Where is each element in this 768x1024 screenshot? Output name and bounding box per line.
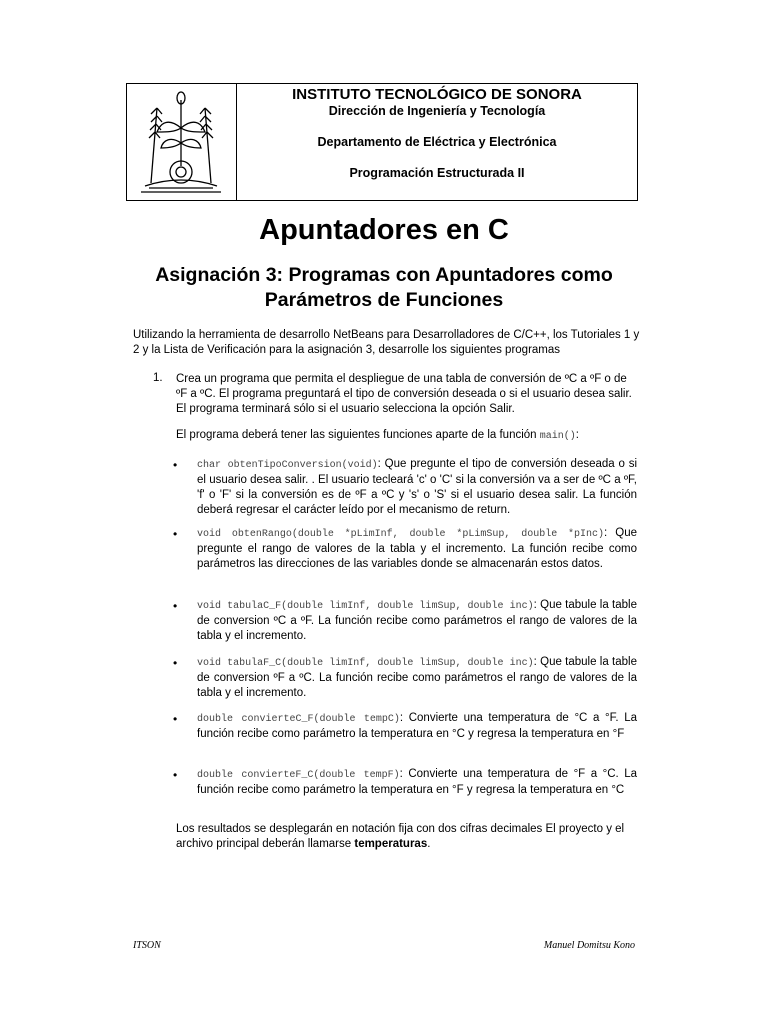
function-item	[197, 767, 637, 798]
function-item	[197, 457, 637, 518]
function-signature: void tabulaC_F(double limInf, double limSup, double inc)	[197, 601, 534, 612]
functions-intro-end: :	[575, 429, 579, 441]
functions-intro	[176, 428, 638, 444]
function-description: : Que tabule la table de conversion ºF a ºC. La función recibe como parámetros el rango de valores de la tabla y el incremento.	[197, 656, 637, 699]
main-code: main()	[539, 431, 576, 442]
function-description: : Convierte una temperatura de °C a °F. La función recibe como parámetro la temperatura en °C y regresa la temperatura en °F	[197, 712, 637, 740]
page-title: Apuntadores en C	[259, 214, 509, 246]
department-name: Departamento de Eléctrica y Electrónica	[317, 135, 557, 149]
function-item	[197, 526, 637, 572]
functions-intro-text: El programa deberá tener las siguientes funciones aparte de la función	[176, 429, 537, 441]
conclusion-end: .	[427, 838, 431, 850]
bullet: •	[173, 712, 178, 726]
function-description: : Convierte una temperatura de °F a °C. La función recibe como parámetro la temperatura en °F y regresa la temperatura en °C	[197, 768, 637, 796]
footer-left: ITSON	[133, 940, 161, 951]
conclusion-text: Los resultados se desplegarán en notación fija con dos cifras decimales El proyecto y el archivo principal deberán llamarse	[176, 823, 625, 850]
bullet: •	[173, 599, 178, 613]
function-description: : Que pregunte el rango de valores de la tabla y el incremento. La función recibe como parámetros las direcciones de las variables donde se almacenarán estos datos.	[197, 527, 637, 570]
item-1-text: Crea un programa que permita el despliegue de una tabla de conversión de ºC a ºF o de ºF a ºC. El programa preguntará el tipo de conversión deseada o si el usuario desea salir. El programa terminará sólo si el usuario selecciona la opción Salir.	[176, 373, 632, 415]
course-name: Programación Estructurada II	[349, 166, 525, 180]
project-name: temperaturas	[354, 838, 428, 850]
bullet: •	[173, 768, 178, 782]
function-signature: void obtenRango(double *pLimInf, double *pLimSup, double *pInc)	[197, 529, 605, 540]
header-box	[126, 83, 638, 201]
function-description: : Que tabule la table de conversion ºC a ºF. La función recibe como parámetros el rango de valores de la tabla y el incremento.	[197, 599, 637, 642]
bullet: •	[173, 458, 178, 472]
direction-name: Dirección de Ingeniería y Tecnología	[328, 104, 546, 118]
function-item	[197, 711, 637, 742]
conclusion-paragraph	[176, 822, 638, 852]
bullet: •	[173, 527, 178, 541]
logo	[127, 84, 237, 200]
function-signature: char obtenTipoConversion(void)	[197, 460, 378, 471]
assignment-subtitle: Asignación 3: Programas con Apuntadores como Parámetros de Funciones	[155, 264, 613, 311]
itson-emblem-icon	[131, 88, 231, 196]
institution-name: INSTITUTO TECNOLÓGICO DE SONORA	[292, 86, 582, 103]
function-signature: void tabulaF_C(double limInf, double limSup, double inc)	[197, 658, 534, 669]
item-number: 1.	[153, 372, 163, 384]
intro-paragraph: Utilizando la herramienta de desarrollo NetBeans para Desarrolladores de C/C++, los Tutoriales 1 y 2 y la Lista de Verificación para la asignación 3, desarrolle los siguientes programas	[133, 329, 640, 356]
header-text	[237, 84, 637, 180]
bullet: •	[173, 656, 178, 670]
function-signature: double convierteC_F(double tempC)	[197, 714, 400, 725]
function-signature: double convierteF_C(double tempF)	[197, 770, 400, 781]
function-description: : Que pregunte el tipo de conversión deseada o si el usuario desea salir. . El usuario tecleará 'c' o 'C' si la conversión va a ser de ºC a ºF, 'f' o 'F' si la conversión es de ºF a ºC y 's' o 'S' si el usuario desea salir. La función deberá regresar el carácter leído por el mecanismo de return.	[197, 458, 638, 516]
function-item	[197, 598, 637, 644]
footer-right: Manuel Domitsu Kono	[543, 940, 635, 951]
function-item	[197, 655, 637, 701]
